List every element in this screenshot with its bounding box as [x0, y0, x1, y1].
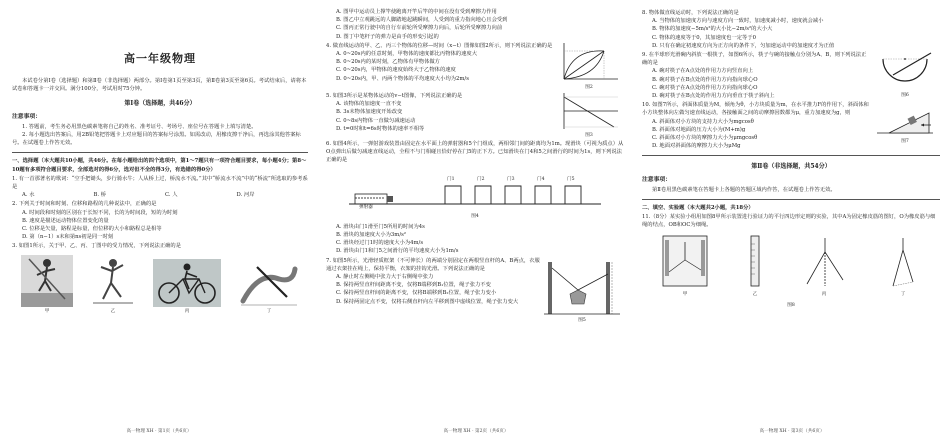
- page-footer: 高一物理 XH · 第2页（共6页）: [443, 428, 509, 434]
- option: B. 桥: [93, 192, 107, 199]
- option: C. 滑块经过门1时的速度大小为4m/s: [336, 240, 424, 247]
- gate-label: 门4: [537, 176, 545, 182]
- option: C. 0~8s内物体一直做匀减速运动: [336, 117, 416, 124]
- divider: [12, 152, 308, 153]
- figure-8-yi: [745, 234, 765, 298]
- question-9: 9. 在半球形光滑碗内斜放一根筷子，如图6所示，筷子与碗的接触点分别为A、B，则下列说法正确的是: [642, 52, 867, 67]
- question-4-block: [326, 41, 624, 91]
- option: C. 物体的速度等于0，其加速度也一定等于0: [652, 34, 757, 41]
- option: B. 物体的加速度−5m/s²的大小比−2m/s²的大小大: [652, 26, 773, 33]
- section-1-heading: 一、选择题（本大题共10小题，共46分。在每小题给出的四个选项中，第1～7题只有一项符合题目要求，每小题4分；第8～10题有多项符合题目要求，全部选对的得6分，选对但不全的得3分，有选错的得0分）: [12, 158, 307, 173]
- gate-label: 门1: [447, 176, 455, 182]
- bicycle-image: [153, 259, 221, 307]
- divider: [642, 199, 940, 200]
- option: B. 保持两竖直杆间距离不变，仅将B端移到B₁位置，绳子张力不变: [336, 282, 491, 289]
- note-1: 1. 答题前，考生务必用黑色碳素笔将自己的姓名、准考证号、考场号、座位号在答题卡上填写清楚。: [22, 123, 257, 130]
- figure-4: [326, 168, 624, 220]
- option: D. 图丁中笔杆子的弹力是由手的形变引起的: [336, 33, 439, 40]
- figure-label: 乙: [110, 308, 116, 314]
- figure-5-clothesline: [542, 256, 622, 316]
- option: B. 碗对筷子在B点处的作用力方向指向球心O: [652, 76, 758, 83]
- pen-writing-image: [239, 261, 299, 307]
- figure-caption: 图7: [901, 139, 909, 145]
- option: A. 图甲中运动员上撑竿使跑离开竿后竿的中间在没有受到摩擦力作用: [336, 9, 497, 15]
- figure-label: 丙: [184, 308, 190, 314]
- option: B. 图乙中立观跳远的人脚踏地起跳瞬间，人受到的重力指向地心且会受到: [336, 17, 508, 24]
- option: A. 该物体的加速度一直不变: [336, 101, 402, 108]
- launcher-label: 弹射器: [359, 204, 373, 210]
- option: D. 0~20s内，甲、丙两个物体的平均速度大小均为2m/s: [336, 75, 469, 82]
- long-jump-image: [91, 255, 135, 307]
- divider: [642, 155, 940, 156]
- figure-caption: 图2: [585, 84, 593, 90]
- question-4: 4. 做直线运动的甲、乙、丙三个物体的位移—时间（x−t）图像如图2所示，则下列说法正确的是: [326, 42, 553, 49]
- figure-caption: 图8: [787, 302, 795, 308]
- option: B. 速度是描述运动物体位置变化的量: [22, 217, 109, 224]
- question-11: 11.（8分）某实验小组用如图8甲所示装置进行验证力的平行四边形定则的实验，其中A为固定橡皮筋的图钉，O为橡皮筋与细绳的结点，OB和OC为细绳。: [642, 214, 936, 229]
- exam-intro: 本试卷分第Ⅰ卷（选择题）和第Ⅱ卷（非选择题）两部分。第Ⅰ卷第1页至第3页，第Ⅱ卷第3页至第6页。考试结束后，请将本试卷和答题卡一并交回。满分100分，考试用时75分钟。: [12, 78, 307, 93]
- question-5-block: [326, 91, 624, 139]
- force-diagram-image: [799, 234, 849, 290]
- figure-3-vt-graph: [558, 91, 620, 131]
- figure-caption: 图3: [585, 132, 593, 138]
- question-8: 8. 物体做直线运动时，下列说法正确的是: [642, 10, 739, 16]
- force-parallelogram-image: [883, 234, 923, 290]
- gate-label: 门5: [567, 176, 575, 182]
- figure-caption: 图4: [471, 213, 479, 219]
- figure-1-bing: [153, 259, 221, 315]
- pole-vault-image: [21, 255, 73, 307]
- force-board-image: [659, 234, 711, 290]
- option: C. 斜面体对小方块的摩擦力大小为μmgcosθ: [652, 135, 758, 142]
- figure-label: 甲: [682, 291, 688, 297]
- exam-title: 高一年级物理: [124, 52, 196, 65]
- figure-1: [12, 255, 308, 315]
- option: D. 河岸: [236, 192, 255, 199]
- figure-caption: 图5: [578, 317, 586, 323]
- option: B. 3s末物体加速度开始改变: [336, 109, 403, 116]
- volume-1-heading: 第Ⅰ卷（选择题，共46分）: [124, 100, 196, 108]
- figure-1-jia: [21, 255, 73, 315]
- option: B. 滑块的加速度大小为3m/s²: [336, 231, 406, 238]
- figure-caption: 图6: [901, 93, 909, 99]
- option: A. 时间段和时刻的区别在于长短不同，长的为时间段，短的为时刻: [22, 209, 178, 216]
- option: C. 图丙正常行驶中的自行车前轮所受摩擦力向后，后轮所受摩擦力向前: [336, 25, 503, 32]
- note-2: 2. 每小题选出答案后，用2B铅笔把答题卡上对应题目的答案标号涂黑。如需改动，用橡皮擦干净后，再选涂其他答案标号。在试题卷上作答无效。: [12, 131, 301, 147]
- volume-2-heading: 第Ⅱ卷（非选择题，共54分）: [751, 163, 831, 171]
- figure-label: 丁: [900, 291, 906, 297]
- option: A. 静止时左侧绳中张力大于右侧绳中张力: [336, 273, 434, 280]
- question-7-block: [326, 256, 624, 324]
- option: A. 0~20s内的任意时刻，甲物体的速度都比丙物体的速度大: [336, 51, 477, 58]
- question-6: 6. 如图4所示，一弹射游戏装置由固定在水平面上的弹射器和5个门组成，两相邻门间的距离均为1m。现滑块（可视为质点）从O点弹出后做匀减速直线运动，全程不与门相碰且恰好停在门5的正下方。已知滑块在门4和5之间滑行的时间为1s，则下列说法正确的是: [326, 141, 624, 164]
- option: A. 滑块由门1滑至门5所用的时间为4s: [336, 223, 425, 230]
- option: B. 0~20s内的某时刻，乙物体有甲物体做方: [336, 59, 440, 66]
- notes-heading: 注意事项：: [12, 113, 41, 120]
- gate-label: 门2: [477, 176, 485, 182]
- option: D. 碗对筷子在B点处的作用力方向垂直于筷子斜向上: [652, 93, 775, 100]
- option: C. 0~20s内，甲物体的速度始终大于乙物体的速度: [336, 67, 456, 74]
- page-footer: 高一物理 XH · 第1页（共6页）: [126, 428, 192, 434]
- page-2: [318, 0, 634, 441]
- figure-2-xt-graph: [558, 41, 620, 83]
- figure-8-ding: [883, 234, 923, 298]
- note: 第Ⅱ卷用黑色碳素笔在答题卡上各题的答题区域内作答，在试题卷上作答无效。: [652, 186, 836, 193]
- option: D. 第（n−1）s末和第ns初是同一时刻: [22, 234, 114, 241]
- option: D. 只有在确定初速度方向为正方向的条件下，匀加速运动中的加速度才为正值: [652, 42, 835, 49]
- option: D. t=0时和t=6s时物体的速率不相等: [336, 125, 425, 132]
- figure-label: 丁: [266, 308, 272, 314]
- question-9-block: [642, 50, 940, 100]
- figure-8-bing: [799, 234, 849, 298]
- option: A. 斜面体对小方块的支持力大小为mgcosθ: [652, 118, 754, 125]
- gate-label: 门3: [507, 176, 515, 182]
- option: C. 保持两竖直杆间的距离不变，仅将B端移到B₂位置，绳子张力变小: [336, 290, 497, 297]
- question-1-options: [12, 191, 308, 199]
- question-5: 5. 如图3所示是某物体运动的v−t图像，下列说法正确的是: [326, 92, 463, 99]
- option: B. 斜面体对地面的压力大小为(M+m)g: [652, 126, 746, 133]
- figure-4-track: [345, 168, 605, 212]
- figure-label: 丙: [821, 291, 827, 297]
- figure-1-ding: [239, 261, 299, 315]
- page-1: [0, 0, 318, 441]
- figure-8: [642, 234, 940, 298]
- option: C. 位移是矢量，路程是标量，但位移的大小和路程总是相等: [22, 225, 162, 232]
- figure-7-incline: [875, 105, 935, 137]
- option: A. 碗对筷子在A点处的作用力方向竖直向上: [652, 68, 754, 75]
- question-2: 2. 下列关于时间和时刻、位移和路程的几种说法中，正确的是: [12, 201, 157, 208]
- option: C. 人: [165, 192, 178, 199]
- figure-label: 甲: [44, 308, 50, 314]
- figure-6-bowl: [877, 51, 933, 91]
- question-1: 1. 有一首那著名的歌词：“空手把锄头，步行骑水牛；人从桥上过，桥流水不流。”其中“桥流水不流”中的“桥流”所选取的参考系是: [12, 175, 308, 190]
- option: A. 水: [22, 192, 35, 199]
- option: A. 当物体的加速度方向与速度方向一致时，加速度减小时，速度就会减小: [652, 18, 824, 25]
- figure-1-yi: [91, 255, 135, 315]
- question-10: 10. 如图7所示，斜面体质量为M，倾角为θ，小方块质量为m，在水平推力F的作用下，斜面体和小方块整体向左做匀速直线运动，各接触面之间的动摩擦因数都为μ，重力加速度为g，则: [642, 102, 869, 117]
- question-7: 7. 如图5所示，光滑轻质框架（不可伸长）的两端分别固定在两根竖直杆的A、B两点，衣服通过衣架挂在绳上，保持平衡，衣架的挂钩光滑。下列说法正确的是: [326, 257, 540, 272]
- option: C. 碗对筷子在A点处的作用力方向指向球心O: [652, 84, 758, 91]
- option: D. 保持两固定点不变，仅将右侧直杆向左平移到图中虚线位置，绳子张力变大: [336, 298, 519, 305]
- page-footer: 高一物理 XH · 第3页（共6页）: [759, 428, 825, 434]
- question-10-block: [642, 100, 940, 150]
- section-2-heading: 二、填空、实验题（本大题共2小题，共18分）: [642, 204, 754, 211]
- option: D. 滑块由门1和门5之间滑行的平均速度大小为1m/s: [336, 248, 459, 255]
- figure-8-jia: [659, 234, 711, 298]
- question-3: 3. 如图1所示，关于甲、乙、丙、丁图中的受力情况，下列说法正确的是: [12, 243, 182, 250]
- notes-heading: 注意事项：: [642, 176, 671, 183]
- option: D. 地面对斜面体的摩擦力大小为μMg: [652, 143, 741, 150]
- figure-label: 乙: [752, 291, 758, 297]
- page-3: [634, 0, 950, 441]
- spring-scale-image: [745, 234, 765, 290]
